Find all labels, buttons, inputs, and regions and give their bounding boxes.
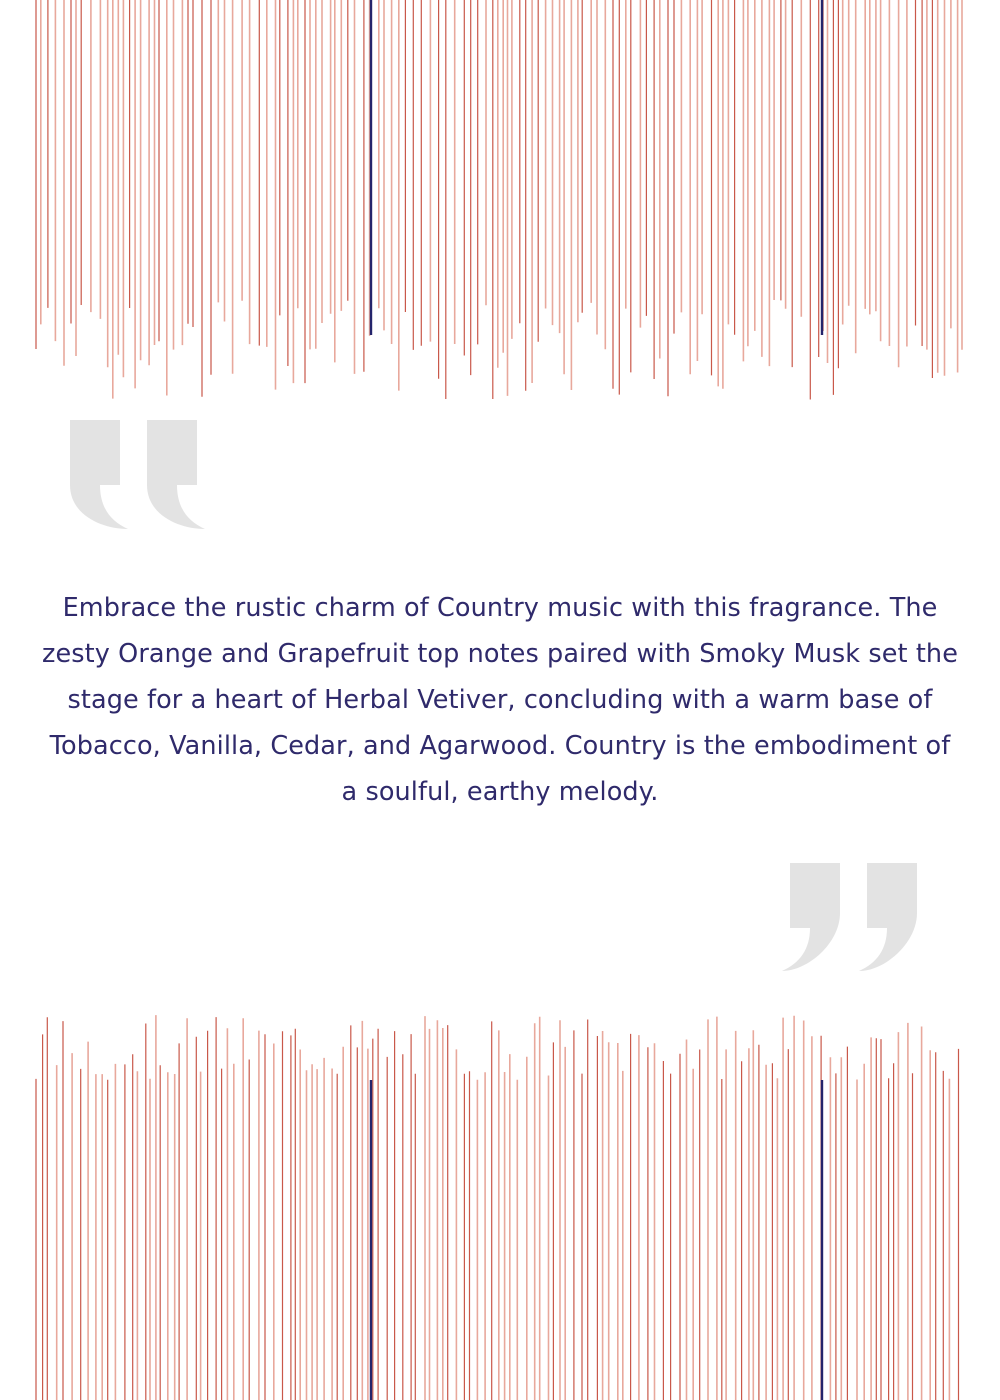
open-quote-icon	[62, 415, 212, 540]
quote-text: Embrace the rustic charm of Country music with this fragrance. The zesty Orange and Grapefruit top notes paired with Smoky Musk set the stage for a heart of Herbal Vetiver, concluding with a warm base of Tobacco, Vanilla, Cedar, and Agarwood. Country is the embodiment of a soulful, earthy melody.	[42, 593, 958, 807]
bottom-stripe-pattern	[0, 1010, 1000, 1400]
top-stripe-pattern	[0, 0, 1000, 410]
close-quote-icon	[782, 858, 932, 983]
